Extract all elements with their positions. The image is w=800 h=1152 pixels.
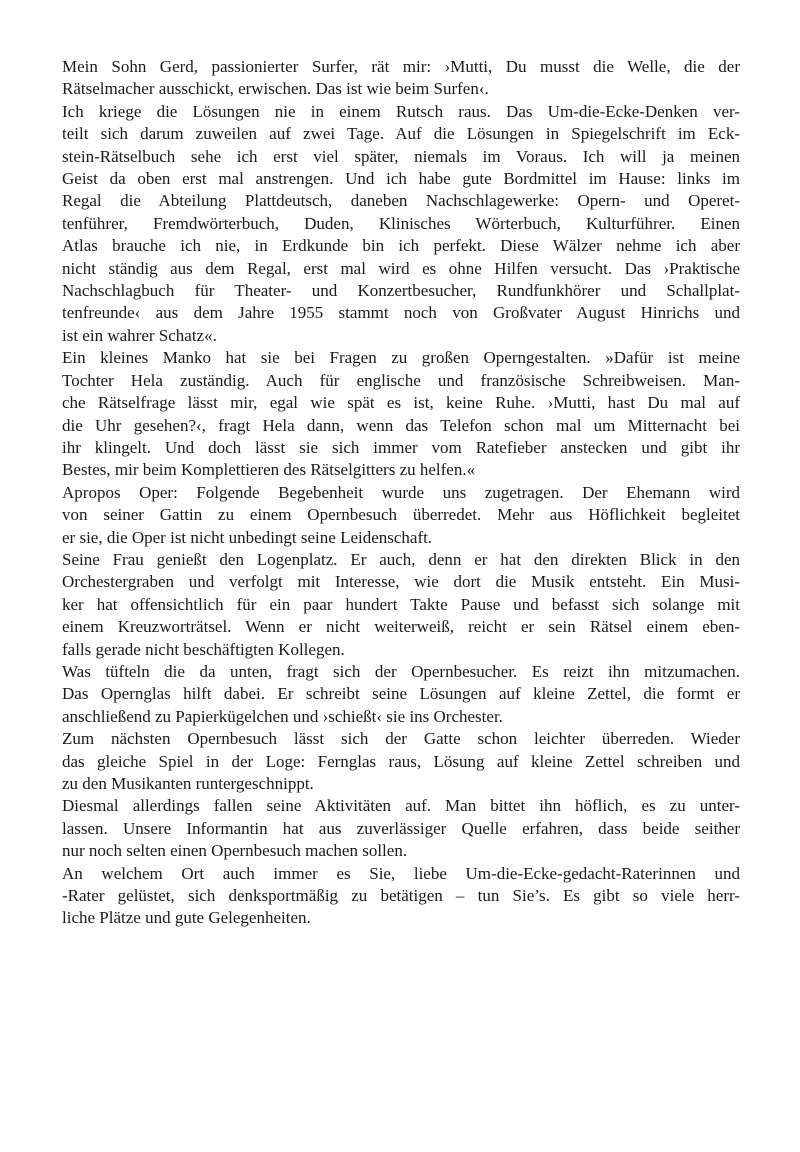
text-line: Nachschlagbuch für Theater- und Konzertbesucher, Rundfunkhörer und Schallplat-: [62, 281, 740, 301]
text-line: er sie, die Oper ist nicht unbedingt seine Leidenschaft.: [62, 527, 433, 547]
page-text: [62, 56, 740, 930]
text-line: zu den Musikanten runtergeschnippt.: [62, 774, 314, 793]
text-line: Atlas brauche ich nie, in Erdkunde bin ich perfekt. Diese Wälzer nehme ich aber: [62, 236, 740, 256]
paragraph: [62, 661, 740, 728]
text-line: ihr klingelt. Und doch lässt sie sich immer vom Ratefieber anstecken und gibt ihr: [62, 437, 740, 457]
text-line: Diesmal allerdings fallen seine Aktivitäten auf. Man bittet ihn höflich, es zu unter-: [62, 796, 740, 816]
text-line: Regal die Abteilung Plattdeutsch, daneben Nachschlagewerke: Opern- und Operet-: [62, 191, 740, 211]
text-line: nicht ständig aus dem Regal, erst mal wird es ohne Hilfen versucht. Das ›Praktische: [62, 258, 740, 278]
text-line: Seine Frau genießt den Logenplatz. Er auch, denn er hat den direkten Blick in den: [62, 549, 740, 569]
text-line: tenführer, Fremdwörterbuch, Duden, Klinisches Wörterbuch, Kulturführer. Einen: [62, 213, 740, 233]
text-line: che Rätselfrage lässt mir, egal wie spät es ist, keine Ruhe. ›Mutti, hast Du mal auf: [62, 393, 740, 413]
text-line: teilt sich darum zuweilen auf zwei Tage. Auf die Lösungen in Spiegelschrift im Eck-: [62, 124, 740, 144]
text-line: An welchem Ort auch immer es Sie, liebe Um-die-Ecke-gedacht-Raterinnen und: [62, 863, 740, 883]
text-line: Mein Sohn Gerd, passionierter Surfer, rät mir: ›Mutti, Du musst die Welle, die der: [62, 57, 740, 76]
paragraph: [62, 56, 740, 101]
text-line: Bestes, mir beim Komplettieren des Rätselgitters zu helfen.«: [62, 460, 476, 480]
text-line: Rätselmacher ausschickt, erwischen. Das ist wie beim Surfen‹.: [62, 79, 489, 99]
paragraph: [62, 347, 740, 481]
text-line: Apropos Oper: Folgende Begebenheit wurde uns zugetragen. Der Ehemann wird: [62, 482, 740, 502]
paragraph: [62, 795, 740, 862]
paragraph: [62, 482, 740, 549]
text-line: Tochter Hela zuständig. Auch für englische und französische Schreibweisen. Man-: [62, 370, 740, 390]
text-line: lassen. Unsere Informantin hat aus zuverlässiger Quelle erfahren, dass beide seither: [62, 818, 740, 838]
text-line: von seiner Gattin zu einem Opernbesuch überredet. Mehr aus Höflichkeit begleitet: [62, 505, 740, 525]
text-line: ker hat offensichtlich für ein paar hundert Takte Pause und befasst sich solange mit: [62, 594, 740, 614]
paragraph: [62, 101, 740, 347]
text-line: liche Plätze und gute Gelegenheiten.: [62, 908, 311, 928]
text-line: einem Kreuzworträtsel. Wenn er nicht weiterweiß, reicht er sein Rätsel einem eben-: [62, 617, 740, 637]
text-line: Orchestergraben und verfolgt mit Interesse, wie dort die Musik entsteht. Ein Musi-: [62, 572, 740, 592]
text-line: stein-Rätselbuch sehe ich erst viel später, niemals im Voraus. Ich will ja meinen: [62, 146, 740, 166]
text-line: Geist da oben erst mal anstrengen. Und ich habe gute Bordmittel im Hause: links im: [62, 169, 740, 189]
text-line: Was tüfteln die da unten, fragt sich der Opernbesucher. Es reizt ihn mitzumachen.: [62, 661, 740, 681]
text-line: anschließend zu Papierkügelchen und ›schießt‹ sie ins Orchester.: [62, 706, 503, 726]
paragraph: [62, 549, 740, 661]
text-line: die Uhr gesehen?‹, fragt Hela dann, wenn das Telefon schon mal um Mitternacht bei: [62, 415, 740, 435]
text-line: Ein kleines Manko hat sie bei Fragen zu großen Operngestalten. »Dafür ist meine: [62, 348, 740, 368]
text-line: -Rater gelüstet, sich denksportmäßig zu betätigen – tun Sie’s. Es gibt so viele herr-: [62, 886, 740, 906]
text-line: Ich kriege die Lösungen nie in einem Rutsch raus. Das Um-die-Ecke-Denken ver-: [62, 101, 740, 121]
text-line: falls gerade nicht beschäftigten Kollegen.: [62, 639, 345, 659]
text-line: nur noch selten einen Opernbesuch machen sollen.: [62, 841, 408, 861]
text-line: Zum nächsten Opernbesuch lässt sich der Gatte schon leichter überreden. Wieder: [62, 729, 740, 749]
text-line: ist ein wahrer Schatz«.: [62, 325, 217, 345]
text-line: tenfreunde‹ aus dem Jahre 1955 stammt noch von Großvater August Hinrichs und: [62, 303, 740, 323]
text-line: das gleiche Spiel in der Loge: Fernglas raus, Lösung auf kleine Zettel schreiben und: [62, 751, 740, 771]
text-line: Das Opernglas hilft dabei. Er schreibt seine Lösungen auf kleine Zettel, die formt er: [62, 684, 740, 704]
paragraph: [62, 728, 740, 795]
paragraph: [62, 863, 740, 930]
